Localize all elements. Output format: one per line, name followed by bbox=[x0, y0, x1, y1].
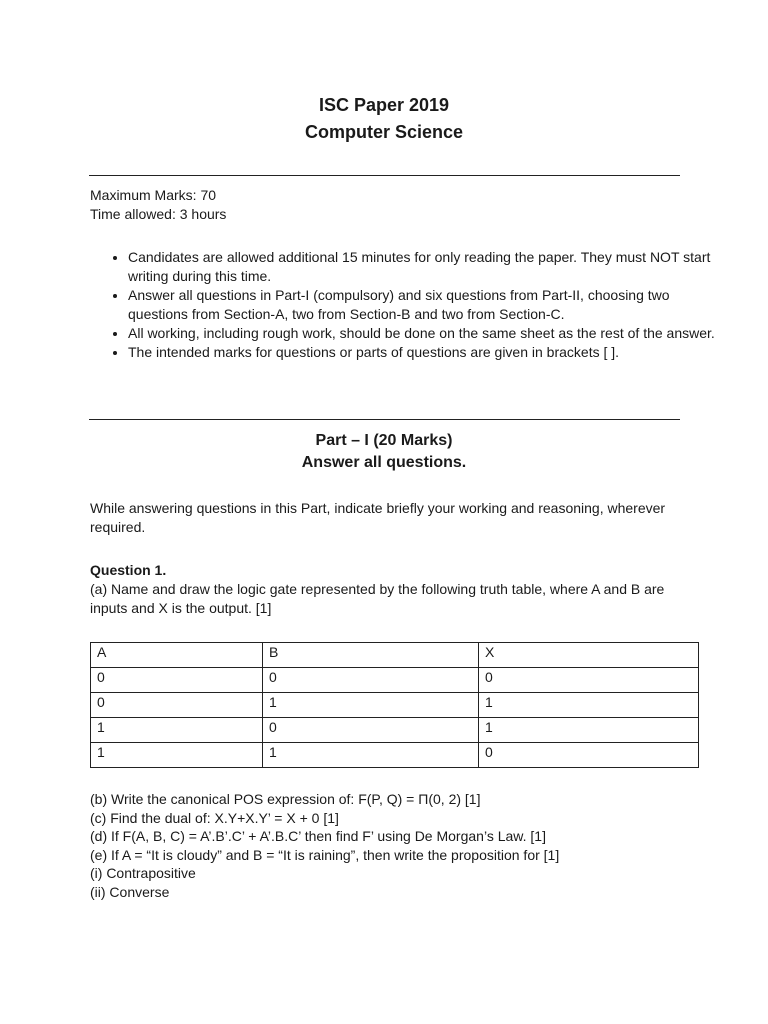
table-cell: 1 bbox=[91, 743, 263, 768]
header-cell-b: B bbox=[263, 643, 479, 668]
part-subtitle: Answer all questions. bbox=[301, 454, 467, 471]
table-cell: 0 bbox=[479, 743, 699, 768]
paper-title: ISC Paper 2019 bbox=[318, 95, 450, 115]
exam-meta bbox=[90, 186, 226, 224]
table-cell: 0 bbox=[263, 668, 479, 693]
question-heading: Question 1. bbox=[90, 562, 167, 578]
question-part-a: (a) Name and draw the logic gate represented by the following truth table, where A and B are inputs and X is the output. [1] bbox=[90, 581, 665, 616]
table-row bbox=[91, 743, 699, 768]
question-1 bbox=[90, 561, 680, 618]
header-cell-a: A bbox=[91, 643, 263, 668]
table-cell: 0 bbox=[91, 693, 263, 718]
section-divider bbox=[89, 419, 680, 420]
table-cell: 1 bbox=[479, 693, 699, 718]
instruction-item: • The intended marks for questions or parts of questions are given in brackets [ ]. bbox=[128, 343, 728, 362]
question-part-e-ii: (ii) Converse bbox=[90, 883, 170, 900]
table-cell: 1 bbox=[479, 718, 699, 743]
table-cell: 1 bbox=[91, 718, 263, 743]
table-row bbox=[91, 693, 699, 718]
max-marks: Maximum Marks: 70 bbox=[90, 187, 217, 203]
question-part-e-i: (i) Contrapositive bbox=[90, 865, 196, 881]
table-cell: 0 bbox=[263, 718, 479, 743]
question-part-d: (d) If F(A, B, C) = A’.B’.C’ + A’.B.C’ then find F’ using De Morgan’s Law. [1] bbox=[90, 828, 546, 844]
question-part-e: (e) If A = “It is cloudy” and B = “It is raining”, then write the proposition for [1] bbox=[90, 846, 560, 863]
table-cell: 1 bbox=[263, 743, 479, 768]
table-cell: 0 bbox=[479, 668, 699, 693]
instruction-item: • Candidates are allowed additional 15 minutes for only reading the paper. They must NOT start writing during this time. bbox=[128, 248, 728, 286]
part-intro: While answering questions in this Part, indicate briefly your working and reasoning, wherever required. bbox=[90, 500, 666, 535]
table-header-row bbox=[91, 643, 699, 668]
top-divider bbox=[89, 175, 680, 176]
subject-title: Computer Science bbox=[304, 122, 464, 142]
instructions-list bbox=[90, 248, 728, 362]
time-allowed: Time allowed: 3 hours bbox=[90, 206, 227, 222]
truth-table bbox=[90, 642, 699, 768]
table-row bbox=[91, 668, 699, 693]
header-cell-x: X bbox=[479, 643, 699, 668]
question-1-parts bbox=[90, 790, 690, 901]
question-part-b: (b) Write the canonical POS expression of: F(P, Q) = Π(0, 2) [1] bbox=[90, 791, 481, 807]
instruction-item: • All working, including rough work, should be done on the same sheet as the rest of the answer. bbox=[128, 324, 728, 343]
instruction-item: • Answer all questions in Part-I (compulsory) and six questions from Part-II, choosing two questions from Section-A, two from Section-B and two from Section-C. bbox=[128, 286, 728, 324]
question-part-c: (c) Find the dual of: X.Y+X.Y’ = X + 0 [1] bbox=[90, 809, 339, 826]
table-cell: 0 bbox=[91, 668, 263, 693]
table-row bbox=[91, 718, 699, 743]
table-cell: 1 bbox=[263, 693, 479, 718]
part-title: Part – I (20 Marks) bbox=[315, 432, 453, 449]
